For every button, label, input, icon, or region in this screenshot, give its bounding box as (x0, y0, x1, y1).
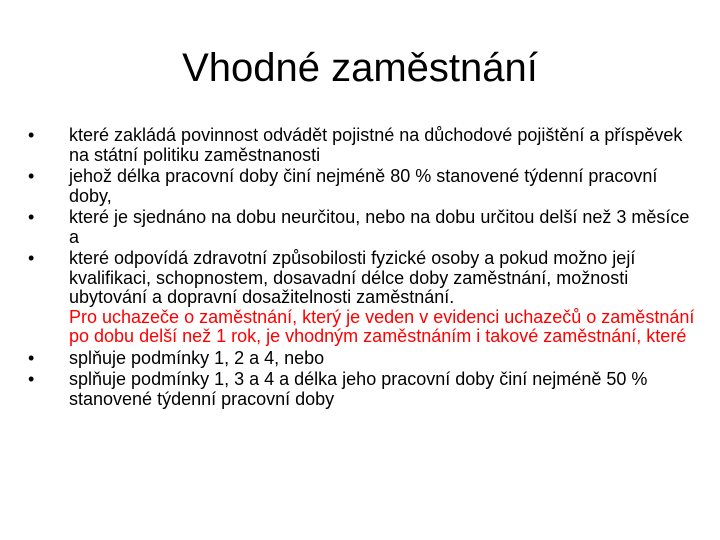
list-item (28, 249, 700, 347)
list-item (28, 370, 700, 409)
list-item (28, 167, 700, 206)
list-item-text: splňuje podmínky 1, 2 a 4, nebo (69, 347, 325, 368)
page-title: Vhodné zaměstnání (182, 46, 538, 90)
bullet-icon: • (28, 166, 35, 186)
bullet-icon: • (28, 347, 35, 368)
bullet-icon: • (28, 207, 35, 227)
list-item (28, 126, 700, 165)
list-item-text: které zakládá povinnost odvádět pojistné na důchodové pojištění a příspěvek na státní politiku zaměstnanosti (69, 125, 683, 165)
list-item (28, 208, 700, 247)
list-item-text: které je sjednáno na dobu neurčitou, nebo na dobu určitou delší než 3 měsíce a (69, 207, 690, 247)
list-item (28, 349, 700, 369)
list-item-text: které odpovídá zdravotní způsobilosti fyzické osoby a pokud možno její kvalifikaci, schopnostem, dosavadní délce doby zaměstnání, možnosti ubytování a dopravní dosažitelnosti zaměstnání. (69, 248, 636, 307)
bullet-icon: • (28, 125, 35, 145)
bullet-icon: • (28, 248, 35, 268)
bullet-icon: • (28, 369, 35, 389)
highlighted-note: Pro uchazeče o zaměstnání, který je veden v evidenci uchazečů o zaměstnání po dobu delší než 1 rok, je vhodným zaměstnáním i takové zaměstnání, které (69, 306, 695, 346)
bullet-list (28, 126, 700, 411)
list-item-text: splňuje podmínky 1, 3 a 4 a délka jeho pracovní doby činí nejméně 50 % stanovené týdenní pracovní doby (69, 369, 648, 409)
list-item-text: jehož délka pracovní doby činí nejméně 80 % stanovené týdenní pracovní doby, (69, 166, 658, 206)
